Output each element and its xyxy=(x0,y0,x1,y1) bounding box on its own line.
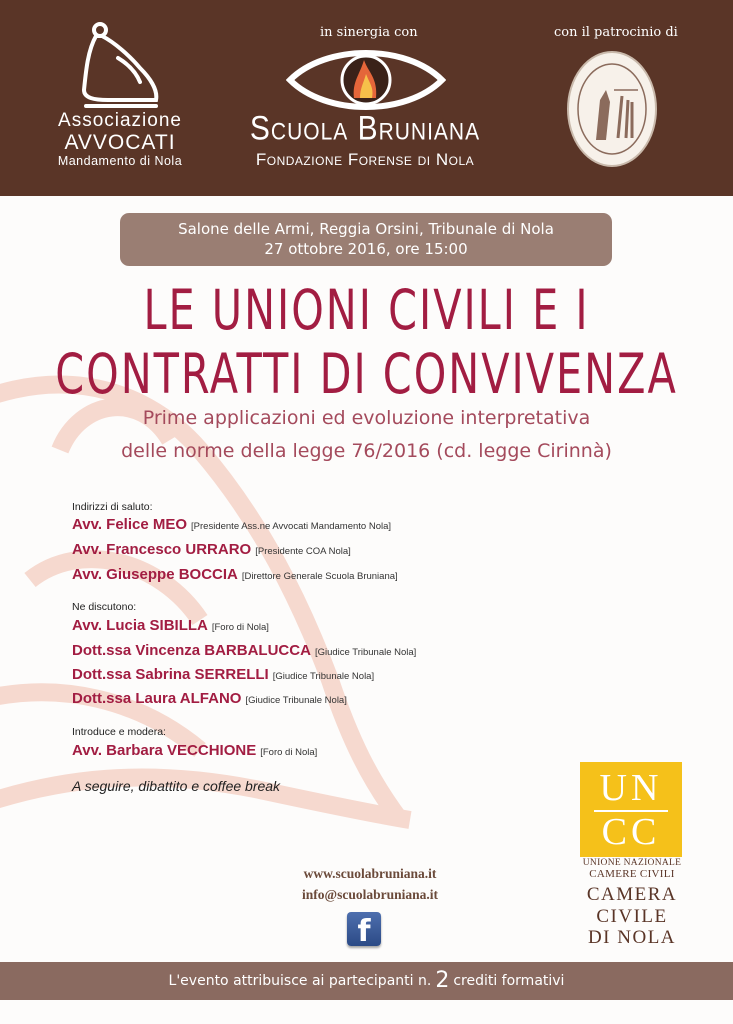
event-title-line2: CONTRATTI DI CONVIVENZA xyxy=(55,341,678,407)
speaker-role: [Giudice Tribunale Nola] xyxy=(272,671,375,682)
speaker-role: [Giudice Tribunale Nola] xyxy=(314,647,417,658)
speaker-name: Dott.ssa Laura ALFANO xyxy=(72,690,242,707)
greetings-label: Indirizzi di saluto: xyxy=(72,501,153,513)
uncc-logo xyxy=(580,762,682,857)
speaker-name: Dott.ssa Sabrina SERRELLI xyxy=(72,666,269,683)
speaker-role: [Presidente COA Nola] xyxy=(255,546,351,557)
speaker-row xyxy=(72,642,416,660)
footer-text-after: crediti formativi xyxy=(453,973,565,989)
speaker-row xyxy=(72,566,398,584)
uncc-line3: CAMERA xyxy=(586,884,678,905)
speaker-name: Avv. Barbara VECCHIONE xyxy=(72,742,257,759)
speaker-row xyxy=(72,666,374,684)
email-link[interactable]: info@scuolabruniana.it xyxy=(302,887,438,902)
header-band xyxy=(0,0,733,196)
event-title-line1: LE UNIONI CIVILI E I xyxy=(143,277,590,343)
speaker-role: [Presidente Ass.ne Avvocati Mandamento Nola] xyxy=(191,521,392,532)
venue-text: Salone delle Armi, Reggia Orsini, Tribunale di Nola xyxy=(178,220,554,238)
footer-band xyxy=(0,962,733,1000)
speaker-name: Avv. Giuseppe BOCCIA xyxy=(72,566,238,583)
event-subtitle-line2: delle norme della legge 76/2016 (cd. legge Cirinnà) xyxy=(121,440,612,462)
footer-text-before: L'evento attribuisce ai partecipanti n. xyxy=(168,973,432,989)
uncc-line4: CIVILE xyxy=(596,906,668,927)
eye-icon xyxy=(286,46,446,114)
speaker-row xyxy=(72,617,269,635)
speaker-row xyxy=(72,516,391,534)
uncc-line1: UNIONE NAZIONALE xyxy=(582,858,682,868)
uncc-logo-line1: UN xyxy=(599,767,663,809)
event-subtitle-line1: Prime applicazioni ed evoluzione interpretativa xyxy=(142,407,591,429)
synergy-label: in sinergia con xyxy=(320,25,418,40)
speaker-name: Avv. Felice MEO xyxy=(72,516,188,533)
speaker-role: [Giudice Tribunale Nola] xyxy=(245,695,347,706)
speaker-row xyxy=(72,690,347,708)
patronage-label: con il patrocinio di xyxy=(554,25,678,40)
speaker-name: Avv. Lucia SIBILLA xyxy=(72,617,208,634)
event-datetime: 27 ottobre 2016, ore 15:00 xyxy=(264,240,468,258)
seal-icon xyxy=(566,50,658,168)
association-line3: Mandamento di Nola xyxy=(57,154,183,168)
printer-note xyxy=(330,1006,410,1010)
association-line1: Associazione xyxy=(58,110,182,131)
website-link[interactable]: www.scuolabruniana.it xyxy=(303,866,437,881)
footer-credits-number: 2 xyxy=(435,968,450,993)
bell-icon xyxy=(78,20,162,112)
association-line2: AVVOCATI xyxy=(64,131,176,154)
uncc-logo-line2: CC xyxy=(601,811,661,853)
school-subtitle: Fondazione Forense di Nola xyxy=(255,150,475,169)
facebook-icon[interactable]: f xyxy=(347,912,381,946)
speaker-role: [Foro di Nola] xyxy=(211,622,269,633)
speaker-name: Avv. Francesco URRARO xyxy=(72,541,252,558)
uncc-line2: CAMERE CIVILI xyxy=(589,868,675,880)
school-name: Scuola Bruniana xyxy=(249,109,481,148)
speaker-name: Dott.ssa Vincenza BARBALUCCA xyxy=(72,642,311,659)
closing-note: A seguire, dibattito e coffee break xyxy=(72,778,281,794)
uncc-line5: DI NOLA xyxy=(587,927,677,948)
speaker-row xyxy=(72,742,317,760)
discussants-label: Ne discutono: xyxy=(72,601,137,613)
venue-box xyxy=(120,213,612,266)
speaker-role: [Direttore Generale Scuola Bruniana] xyxy=(241,571,398,582)
speaker-role: [Foro di Nola] xyxy=(260,747,318,758)
speaker-row xyxy=(72,541,351,559)
moderator-label: Introduce e modera: xyxy=(72,726,166,738)
association-logo xyxy=(30,110,210,168)
